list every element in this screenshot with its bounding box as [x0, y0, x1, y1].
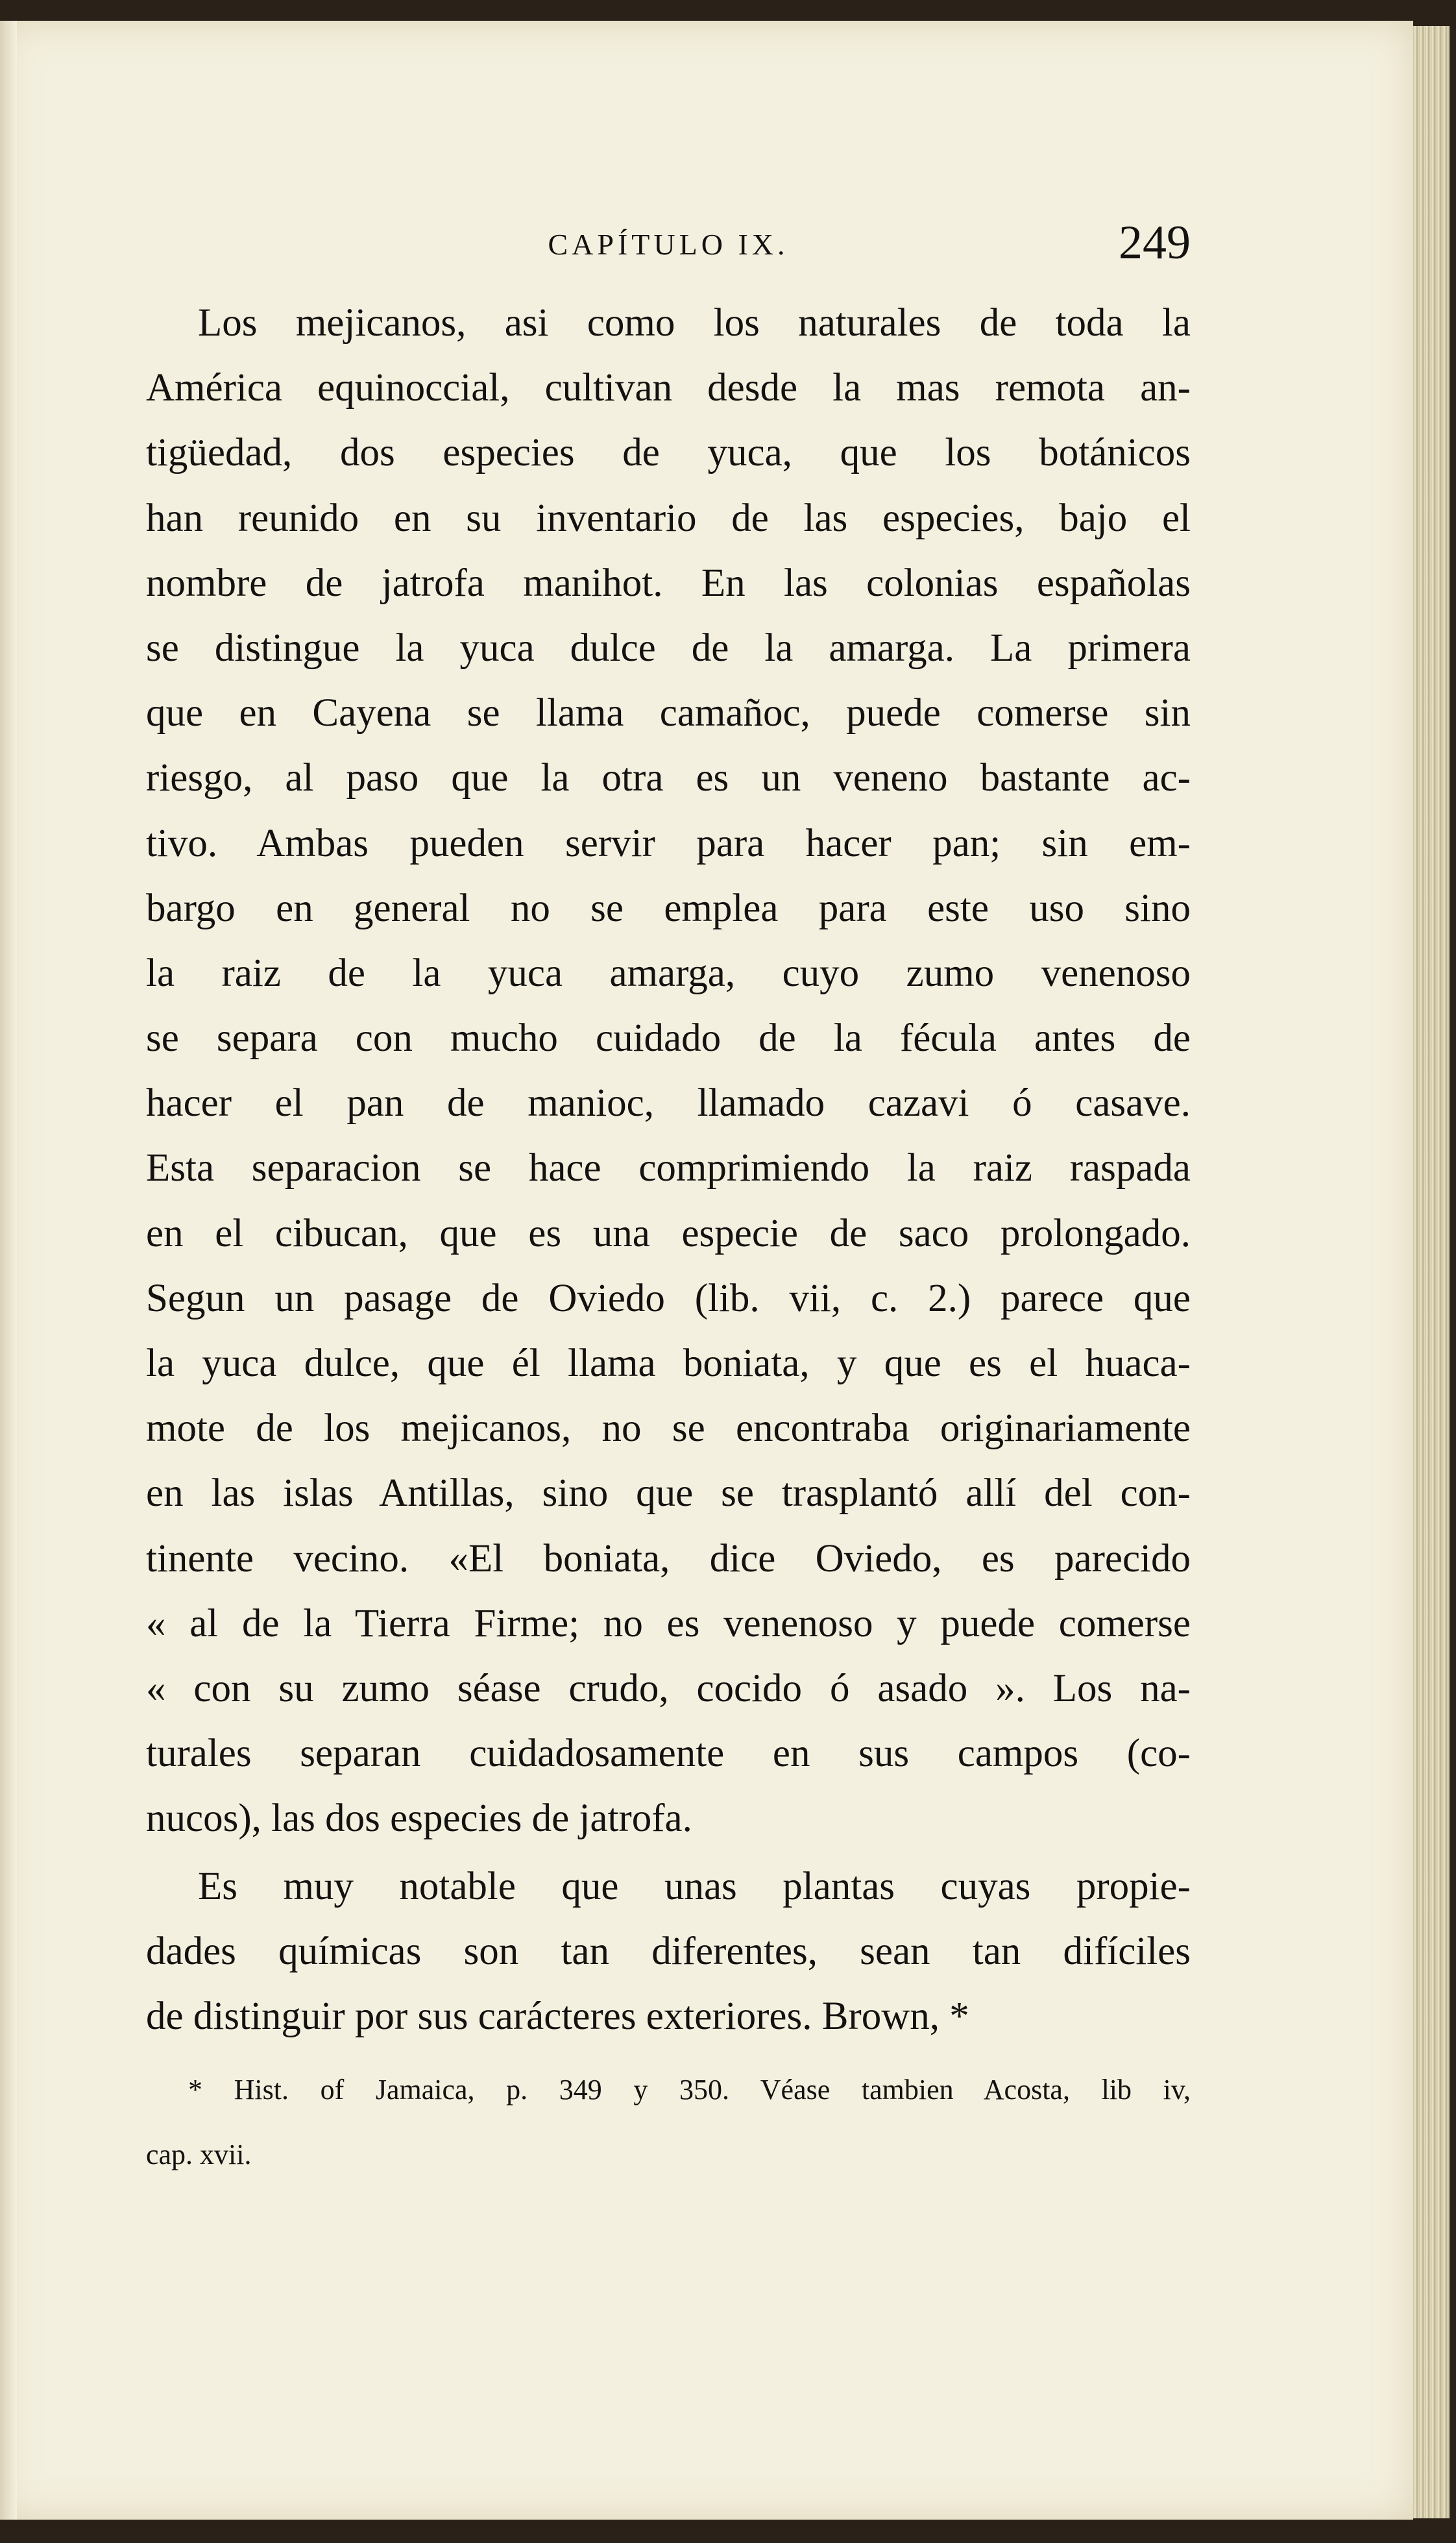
text-line: Segun un pasage de Oviedo (lib. vii, c. 2.) parece que: [146, 1276, 1191, 1320]
text-line: se separa con mucho cuidado de la fécula antes de: [146, 1016, 1191, 1061]
text-line: « al de la Tierra Firme; no es venenoso y puede comerse: [146, 1601, 1191, 1645]
text-line: riesgo, al paso que la otra es un veneno bastante ac-: [146, 756, 1191, 800]
text-line: la yuca dulce, que él llama boniata, y que es el huaca-: [146, 1342, 1191, 1385]
page-gutter: [0, 21, 17, 2520]
text-line: de distinguir por sus carácteres exteriores. Brown, *: [146, 1994, 969, 2038]
text-line: cap. xvii.: [146, 2139, 252, 2170]
text-line: Los mejicanos, asi como los naturales de toda la: [198, 301, 1191, 345]
paragraph-1: [146, 291, 1191, 1852]
text-line: turales separan cuidadosamente en sus campos (co-: [146, 1732, 1191, 1776]
text-line: nucos), las dos especies de jatrofa.: [146, 1797, 692, 1841]
text-line: hacer el pan de manioc, llamado cazavi ó casave.: [146, 1081, 1191, 1125]
text-line: en las islas Antillas, sino que se trasplantó allí del con-: [146, 1471, 1191, 1516]
text-line: mote de los mejicanos, no se encontraba originariamente: [146, 1407, 1191, 1451]
text-line: tivo. Ambas pueden servir para hacer pan; sin em-: [146, 821, 1191, 865]
text-line: nombre de jatrofa manihot. En las colonias españolas: [146, 561, 1191, 605]
text-line: la raiz de la yuca amarga, cuyo zumo venenoso: [146, 951, 1191, 995]
text-line: Es muy notable que unas plantas cuyas propie-: [198, 1864, 1191, 1908]
running-title: CAPÍTULO IX.: [548, 228, 789, 261]
paragraph-2: [146, 1854, 1191, 2050]
page-number: 249: [1119, 216, 1191, 269]
text-line: tinente vecino. «El boniata, dice Oviedo, es parecido: [146, 1536, 1191, 1580]
footnote: [146, 2058, 1191, 2187]
body-text: [146, 291, 1191, 2049]
text-line: se distingue la yuca dulce de la amarga. La primera: [146, 626, 1191, 670]
text-line: dades químicas son tan diferentes, sean tan difíciles: [146, 1929, 1191, 1973]
text-line: en el cibucan, que es una especie de saco prolongado.: [146, 1211, 1191, 1255]
page-header: [146, 216, 1191, 286]
text-line: « con su zumo séase crudo, cocido ó asado ». Los na-: [146, 1666, 1191, 1710]
text-line: América equinoccial, cultivan desde la mas remota an-: [146, 366, 1191, 410]
text-line: Esta separacion se hace comprimiendo la raiz raspada: [146, 1146, 1191, 1190]
text-line: tigüedad, dos especies de yuca, que los botánicos: [146, 431, 1191, 475]
text-line: bargo en general no se emplea para este uso sino: [146, 886, 1191, 930]
text-line: han reunido en su inventario de las especies, bajo el: [146, 496, 1191, 540]
page-edges: [1413, 26, 1450, 2518]
text-line: * Hist. of Jamaica, p. 349 y 350. Véase tambien Acosta, lib iv,: [188, 2074, 1191, 2106]
text-line: que en Cayena se llama camañoc, puede comerse sin: [146, 691, 1191, 735]
